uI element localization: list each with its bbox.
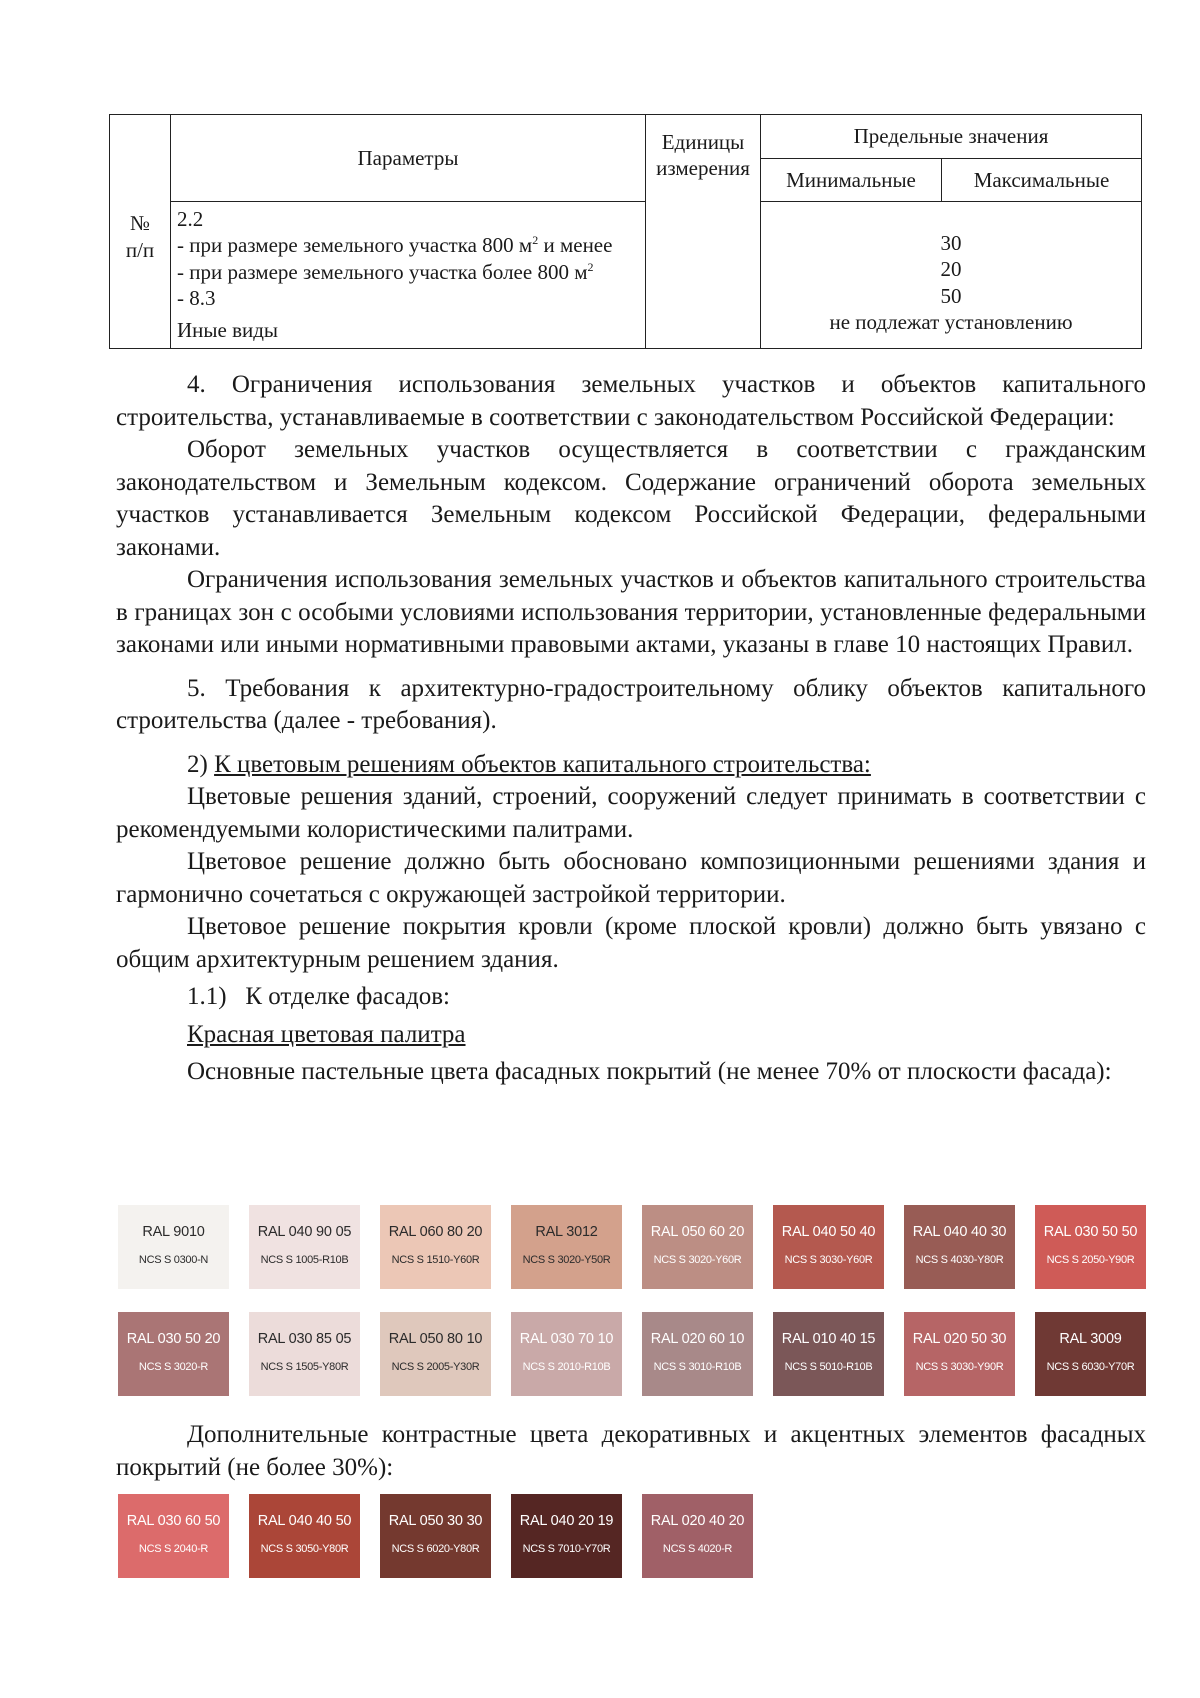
color-swatch [249, 1312, 360, 1396]
value-line: 50 [940, 283, 962, 308]
color-swatch [118, 1312, 229, 1396]
swatch-ncs-code: NCS S 3050-Y80R [260, 1543, 349, 1555]
swatch-ral-code: RAL 030 60 50 [126, 1513, 221, 1529]
swatch-ncs-code: NCS S 2010-R10B [522, 1361, 611, 1373]
paragraph-2-2: Цветовое решение должно быть обосновано композиционными решениями здания и гармонично сочетаться с окружающей застройкой территории. [116, 848, 1146, 908]
swatch-ral-code: RAL 040 20 19 [519, 1513, 614, 1529]
swatch-ral-code: RAL 040 40 30 [912, 1224, 1007, 1240]
swatch-ncs-code: NCS S 3020-R [138, 1361, 209, 1373]
swatch-ncs-code: NCS S 1510-Y60R [391, 1254, 480, 1266]
swatch-ncs-code: NCS S 2005-Y30R [391, 1361, 480, 1373]
body-text-extra [116, 1419, 1146, 1484]
swatch-ral-code: RAL 040 40 50 [257, 1513, 352, 1529]
paragraph-4-2: Ограничения использования земельных участков и объектов капитального строительства в границах зон с особыми условиями использования территории, установленные федеральными законами или иными нормативными правовыми актами, указаны в главе 10 настоящих Правил. [116, 566, 1146, 658]
swatch-ncs-code: NCS S 2050-Y90R [1046, 1254, 1135, 1266]
color-swatch [1035, 1205, 1146, 1289]
swatch-ncs-code: NCS S 3010-R10B [653, 1361, 742, 1373]
value-line: не подлежат установлению [829, 309, 1073, 334]
swatch-row-main-1 [118, 1205, 1166, 1289]
color-swatch [511, 1494, 622, 1578]
value-line: 30 [940, 231, 962, 255]
swatch-ral-code: RAL 040 50 40 [781, 1224, 876, 1240]
color-swatch [249, 1494, 360, 1578]
swatch-ncs-code: NCS S 4030-Y80R [915, 1254, 1004, 1266]
palette-title-line [116, 1019, 1146, 1052]
color-swatch [249, 1205, 360, 1289]
paragraph-1-1: 1.1) К отделке фасадов: [187, 983, 450, 1010]
color-swatch [904, 1205, 1015, 1289]
swatch-ral-code: RAL 060 80 20 [388, 1224, 483, 1240]
swatch-ral-code: RAL 020 50 30 [912, 1331, 1007, 1347]
palette-title: Красная цветовая палитра [187, 1020, 466, 1048]
color-swatch [1035, 1312, 1146, 1396]
swatch-ncs-code: NCS S 7010-Y70R [522, 1543, 611, 1555]
swatch-ral-code: RAL 9010 [142, 1224, 205, 1240]
header-unit-line1: Единицы [661, 130, 745, 154]
color-swatch [904, 1312, 1015, 1396]
paragraph-5: 5. Требования к архитектурно-градостроительному облику объектов капитального строительства (далее - требования). [116, 674, 1146, 734]
header-num [110, 115, 171, 349]
body-text [116, 369, 1146, 1089]
swatch-ral-code: RAL 020 40 20 [650, 1513, 745, 1529]
main-colors-text: Основные пастельные цвета фасадных покрытий (не менее 70% от плоскости фасада): [187, 1058, 1112, 1085]
swatch-ral-code: RAL 3012 [535, 1224, 598, 1240]
paragraph-2-1: Цветовые решения зданий, строений, сооружений следует принимать в соответствии с рекомендуемыми колористическими палитрами. [116, 783, 1146, 843]
swatch-ncs-code: NCS S 1505-Y80R [260, 1361, 349, 1373]
swatch-row-accent [118, 1494, 773, 1578]
color-swatch [642, 1494, 753, 1578]
color-swatch [380, 1312, 491, 1396]
param-line: - при размере земельного участка более 800 $м^2$ [177, 259, 594, 284]
swatch-ral-code: RAL 030 70 10 [519, 1331, 614, 1347]
paragraph-2-3: Цветовое решение покрытия кровли (кроме плоской кровли) должно быть увязано с общим архитектурным решением здания. [116, 913, 1146, 973]
header-unit [646, 115, 761, 349]
swatch-ral-code: RAL 030 85 05 [257, 1331, 352, 1347]
swatch-ral-code: RAL 040 90 05 [257, 1224, 352, 1240]
swatch-ral-code: RAL 010 40 15 [781, 1331, 876, 1347]
color-swatch [118, 1205, 229, 1289]
header-limits: Предельные значения [761, 115, 1142, 159]
swatch-ncs-code: NCS S 6030-Y70R [1046, 1361, 1135, 1373]
param-cell [171, 202, 646, 349]
values-cell [761, 202, 1142, 349]
swatch-row-main-2 [118, 1312, 1166, 1396]
swatch-ral-code: RAL 050 80 10 [388, 1331, 483, 1347]
header-num-line2: п/п [125, 237, 155, 262]
color-swatch [118, 1494, 229, 1578]
param-line: - 8.3 [177, 285, 216, 310]
swatch-ncs-code: NCS S 1005-R10B [260, 1254, 349, 1266]
swatch-ral-code: RAL 050 30 30 [388, 1513, 483, 1529]
swatch-ncs-code: NCS S 3030-Y90R [915, 1361, 1004, 1373]
color-swatch [642, 1205, 753, 1289]
swatch-ncs-code: NCS S 4020-R [662, 1543, 733, 1555]
swatch-ral-code: RAL 020 60 10 [650, 1331, 745, 1347]
color-swatch [511, 1205, 622, 1289]
color-swatch [380, 1205, 491, 1289]
param-line: Иные виды [177, 318, 279, 342]
color-swatch [773, 1312, 884, 1396]
swatch-ral-code: RAL 050 60 20 [650, 1224, 745, 1240]
paragraph-4: 4. Ограничения использования земельных участков и объектов капитального строительства, устанавливаемые в соответствии с законодательством Российской Федерации: [116, 371, 1146, 431]
swatch-ral-code: RAL 3009 [1059, 1331, 1122, 1347]
color-swatch [380, 1494, 491, 1578]
header-min: Минимальные [761, 158, 942, 202]
param-line: 2.2 [177, 207, 204, 231]
value-line: 20 [940, 257, 962, 282]
swatch-ral-code: RAL 030 50 20 [126, 1331, 221, 1347]
header-max: Максимальные [942, 158, 1142, 202]
header-unit-line2: измерения [656, 156, 750, 181]
color-solutions-title: К цветовым решениям объектов капитального строительства: [214, 750, 871, 778]
swatch-ncs-code: NCS S 3020-Y50R [522, 1254, 611, 1266]
swatch-ncs-code: NCS S 6020-Y80R [391, 1543, 480, 1555]
swatch-ncs-code: NCS S 0300-N [138, 1254, 209, 1266]
swatch-ncs-code: NCS S 2040-R [138, 1543, 209, 1555]
paragraph-4-1: Оборот земельных участков осуществляется в соответствии с гражданским законодательством и Земельным кодексом. Содержание ограничений оборота земельных участков устанавливается Земельным кодексом Российской Федерации, федеральными законами. [116, 436, 1146, 561]
swatch-ncs-code: NCS S 3020-Y60R [653, 1254, 742, 1266]
limits-table [109, 114, 1142, 349]
color-swatch [642, 1312, 753, 1396]
header-param: Параметры [171, 115, 646, 202]
color-swatch [511, 1312, 622, 1396]
swatch-ral-code: RAL 030 50 50 [1043, 1224, 1138, 1240]
header-num-line1: № [129, 211, 151, 236]
swatch-ncs-code: NCS S 3030-Y60R [784, 1254, 873, 1266]
param-line: - при размере земельного участка 800 $м^2$ и менее [177, 233, 613, 258]
color-swatch [773, 1205, 884, 1289]
swatch-ncs-code: NCS S 5010-R10B [784, 1361, 873, 1373]
paragraph-2-heading: 2) К цветовым решениям объектов капитального строительства: [187, 750, 871, 778]
extra-colors-text: Дополнительные контрастные цвета декоративных и акцентных элементов фасадных покрытий (не более 30%): [116, 1421, 1146, 1481]
